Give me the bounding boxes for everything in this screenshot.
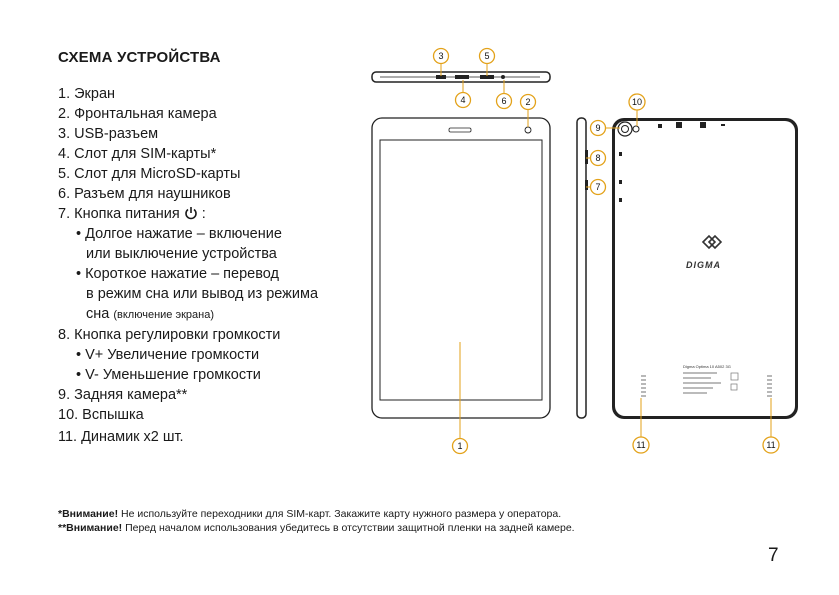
svg-text:8: 8 (595, 153, 601, 164)
callout-7 (591, 180, 606, 195)
svg-text:DIGMA: DIGMA (686, 260, 721, 270)
callout-6 (497, 94, 512, 109)
footnote-text: Не используйте переходники для SIM-карт. Закажите карту нужного размера у оператора. (118, 508, 562, 520)
list-item: 3. USB-разъем (58, 126, 159, 142)
callout-9 (591, 121, 606, 136)
footnote-label: *Внимание! (58, 508, 119, 520)
list-item: в режим сна или вывод из режима (86, 286, 319, 302)
callout-2 (521, 95, 536, 110)
callout-5 (480, 49, 495, 64)
svg-text:5: 5 (484, 51, 490, 62)
callout-4 (456, 93, 471, 108)
list-item-suffix: : (201, 206, 206, 222)
callout-3 (434, 49, 449, 64)
svg-text:10: 10 (631, 97, 643, 108)
svg-text:2: 2 (525, 97, 531, 108)
list-item-text: 7. Кнопка питания (58, 206, 180, 222)
callout-1 (453, 439, 468, 454)
list-item: 4. Слот для SIM-карты* (58, 146, 217, 162)
list-item: 5. Слот для MicroSD-карты (58, 166, 241, 182)
callout-11-right (763, 437, 779, 453)
svg-text:4: 4 (460, 95, 466, 106)
svg-text:7: 7 (595, 182, 601, 193)
svg-text:11: 11 (766, 440, 776, 451)
list-item: • V- Уменьшение громкости (76, 367, 261, 383)
svg-text:11: 11 (636, 440, 646, 451)
list-item: или выключение устройства (86, 246, 277, 262)
callout-11-left (633, 437, 649, 453)
back-view (612, 118, 798, 419)
footnotes (58, 507, 575, 535)
page-title: СХЕМА УСТРОЙСТВА (58, 49, 221, 66)
footnote-sim (58, 507, 575, 521)
page-number: 7 (768, 545, 779, 566)
list-item: 6. Разъем для наушников (58, 186, 231, 202)
footnote-label: **Внимание! (58, 522, 123, 534)
svg-text:6: 6 (501, 96, 507, 107)
footnote-text: Перед началом использования убедитесь в отсутствии защитной пленки на задней камере. (122, 522, 575, 534)
svg-text:1: 1 (457, 441, 463, 452)
top-edge-view (372, 72, 550, 82)
list-item: • Короткое нажатие – перевод (76, 266, 279, 282)
list-item-note: (включение экрана) (113, 309, 214, 321)
svg-text:9: 9 (595, 123, 601, 134)
footnote-camera (58, 521, 575, 535)
list-item: 11. Динамик х2 шт. (58, 429, 184, 445)
list-item: • V+ Увеличение громкости (76, 347, 260, 363)
side-view (577, 118, 588, 418)
list-item: 9. Задняя камера** (58, 387, 188, 403)
rear-camera (618, 122, 632, 136)
list-item: • Долгое нажатие – включение (76, 226, 282, 242)
list-item: 10. Вспышка (58, 407, 144, 423)
svg-text:Digma Optima 10 A502 3G: Digma Optima 10 A502 3G (683, 364, 731, 369)
list-item: 1. Экран (58, 86, 116, 102)
svg-text:3: 3 (438, 51, 444, 62)
list-item-text: сна (86, 306, 110, 322)
list-item: 2. Фронтальная камера (58, 106, 217, 122)
front-view (372, 118, 550, 418)
list-item: 8. Кнопка регулировки громкости (58, 327, 281, 343)
callout-8 (591, 151, 606, 166)
callout-10 (629, 94, 645, 110)
